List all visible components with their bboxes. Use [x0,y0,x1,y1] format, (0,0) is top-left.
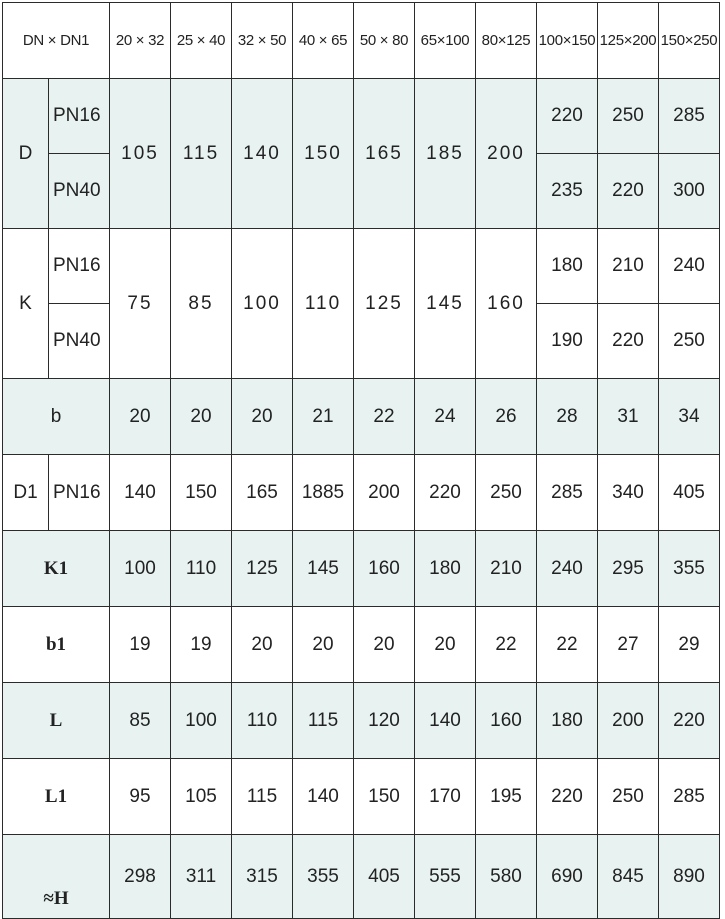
value-cell: 220 [659,683,720,759]
value-cell: 20 [171,379,232,455]
table-row [3,455,720,531]
value-cell: 140 [232,79,293,229]
pressure-label-pn40: PN40 [49,154,110,229]
header-size-cell: 80×125 [476,3,537,79]
header-size-cell: 65×100 [415,3,476,79]
table-row [3,79,720,154]
value-cell: 235 [537,154,598,229]
value-cell: 185 [415,79,476,229]
value-cell: 34 [659,379,720,455]
pressure-label-pn16: PN16 [49,455,110,531]
value-cell: 220 [537,79,598,154]
header-size-cell: 20 × 32 [110,3,171,79]
value-cell: 22 [354,379,415,455]
value-cell: 21 [293,379,354,455]
value-cell: 160 [354,531,415,607]
header-size-cell: 100×150 [537,3,598,79]
value-cell: 20 [232,379,293,455]
value-cell: 150 [171,455,232,531]
table-row [3,835,720,919]
header-size-cell: 50 × 80 [354,3,415,79]
value-cell: 140 [110,455,171,531]
value-cell: 26 [476,379,537,455]
value-cell: 140 [415,683,476,759]
value-cell: 27 [598,607,659,683]
value-cell: 24 [415,379,476,455]
value-cell: 180 [415,531,476,607]
value-cell: 150 [293,79,354,229]
value-cell: 845 [598,835,659,919]
value-cell: 165 [232,455,293,531]
row-label-k: K [3,229,49,379]
header-size-cell: 125×200 [598,3,659,79]
value-cell: 690 [537,835,598,919]
value-cell: 22 [476,607,537,683]
row-label-l1: L1 [3,759,110,835]
table-row [3,379,720,455]
value-cell: 210 [598,229,659,304]
table-row [3,3,720,79]
value-cell: 220 [415,455,476,531]
value-cell: 120 [354,683,415,759]
value-cell: 220 [598,154,659,229]
table-row [3,607,720,683]
row-label-b: b [3,379,110,455]
row-label-b1: b1 [3,607,110,683]
value-cell: 20 [354,607,415,683]
value-cell: 355 [659,531,720,607]
value-cell: 145 [293,531,354,607]
value-cell: 150 [354,759,415,835]
row-label-k1: K1 [3,531,110,607]
value-cell: 75 [110,229,171,379]
header-size-cell: 150×250 [659,3,720,79]
value-cell: 125 [354,229,415,379]
value-cell: 295 [598,531,659,607]
value-cell: 240 [537,531,598,607]
value-cell: 298 [110,835,171,919]
value-cell: 125 [232,531,293,607]
value-cell: 220 [537,759,598,835]
table-row [3,759,720,835]
value-cell: 250 [598,79,659,154]
value-cell: 20 [293,607,354,683]
value-cell: 100 [232,229,293,379]
value-cell: 285 [537,455,598,531]
value-cell: 105 [110,79,171,229]
value-cell: 19 [110,607,171,683]
header-size-cell: 25 × 40 [171,3,232,79]
value-cell: 165 [354,79,415,229]
value-cell: 20 [415,607,476,683]
value-cell: 190 [537,304,598,379]
value-cell: 195 [476,759,537,835]
value-cell: 28 [537,379,598,455]
row-label-h: ≈H [3,835,110,919]
value-cell: 210 [476,531,537,607]
header-size-cell: 32 × 50 [232,3,293,79]
header-size-cell: 40 × 65 [293,3,354,79]
value-cell: 405 [659,455,720,531]
value-cell: 170 [415,759,476,835]
value-cell: 200 [476,79,537,229]
value-cell: 890 [659,835,720,919]
value-cell: 405 [354,835,415,919]
value-cell: 180 [537,683,598,759]
value-cell: 145 [415,229,476,379]
table-row [3,229,720,304]
value-cell: 311 [171,835,232,919]
value-cell: 85 [171,229,232,379]
value-cell: 300 [659,154,720,229]
value-cell: 105 [171,759,232,835]
pressure-label-pn16: PN16 [49,79,110,154]
value-cell: 19 [171,607,232,683]
value-cell: 100 [171,683,232,759]
value-cell: 285 [659,79,720,154]
value-cell: 285 [659,759,720,835]
table-row [3,531,720,607]
value-cell: 1885 [293,455,354,531]
flange-dimension-table [2,2,720,919]
value-cell: 140 [293,759,354,835]
value-cell: 250 [659,304,720,379]
value-cell: 20 [110,379,171,455]
value-cell: 20 [232,607,293,683]
row-label-d: D [3,79,49,229]
value-cell: 115 [171,79,232,229]
value-cell: 340 [598,455,659,531]
value-cell: 580 [476,835,537,919]
value-cell: 85 [110,683,171,759]
header-dn-label: DN × DN1 [3,3,110,79]
value-cell: 115 [232,759,293,835]
value-cell: 110 [293,229,354,379]
value-cell: 110 [171,531,232,607]
value-cell: 29 [659,607,720,683]
value-cell: 160 [476,683,537,759]
value-cell: 315 [232,835,293,919]
pressure-label-pn16: PN16 [49,229,110,304]
value-cell: 95 [110,759,171,835]
row-label-d1: D1 [3,455,49,531]
value-cell: 115 [293,683,354,759]
value-cell: 200 [354,455,415,531]
value-cell: 555 [415,835,476,919]
value-cell: 250 [476,455,537,531]
value-cell: 220 [598,304,659,379]
table-row [3,683,720,759]
pressure-label-pn40: PN40 [49,304,110,379]
value-cell: 240 [659,229,720,304]
value-cell: 180 [537,229,598,304]
value-cell: 160 [476,229,537,379]
value-cell: 250 [598,759,659,835]
value-cell: 22 [537,607,598,683]
value-cell: 355 [293,835,354,919]
row-label-l: L [3,683,110,759]
value-cell: 31 [598,379,659,455]
value-cell: 100 [110,531,171,607]
value-cell: 110 [232,683,293,759]
value-cell: 200 [598,683,659,759]
